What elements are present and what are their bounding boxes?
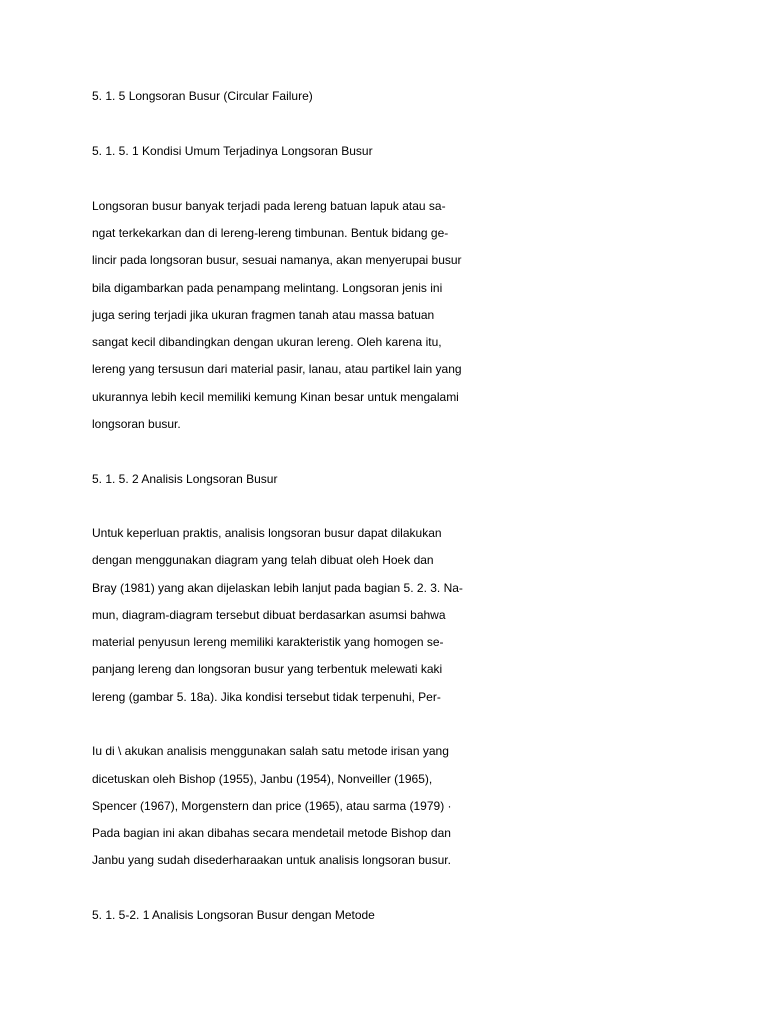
paragraph-line: dengan menggunakan diagram yang telah dibuat oleh Hoek dan [92, 553, 434, 567]
paragraph-line: Pada bagian ini akan dibahas secara mendetail metode Bishop dan [92, 826, 451, 840]
paragraph-line: Spencer (1967), Morgenstern dan price (1965), atau sarma (1979) · [92, 799, 452, 813]
subsection-heading: 5. 1. 5. 2 Analisis Longsoran Busur [92, 472, 278, 486]
paragraph-line: Untuk keperluan praktis, analisis longsoran busur dapat dilakukan [92, 526, 442, 540]
subsection-heading: 5. 1. 5. 1 Kondisi Umum Terjadinya Longsoran Busur [92, 144, 373, 158]
paragraph-line: Iu di \ akukan analisis menggunakan salah satu metode irisan yang [92, 744, 449, 758]
paragraph-line: Longsoran busur banyak terjadi pada lereng batuan lapuk atau sa- [92, 199, 446, 213]
paragraph-line: lereng (gambar 5. 18a). Jika kondisi tersebut tidak terpenuhi, Per- [92, 690, 441, 704]
section-heading: 5. 1. 5 Longsoran Busur (Circular Failure) [92, 89, 313, 103]
paragraph-line: sangat kecil dibandingkan dengan ukuran lereng. Oleh karena itu, [92, 335, 442, 349]
paragraph-line: ngat terkekarkan dan di lereng-lereng timbunan. Bentuk bidang ge- [92, 226, 449, 240]
paragraph-line: material penyusun lereng memiliki karakteristik yang homogen se- [92, 635, 444, 649]
paragraph-line: dicetuskan oleh Bishop (1955), Janbu (1954), Nonveiller (1965), [92, 772, 433, 786]
paragraph-line: ukurannya lebih kecil memiliki kemung Kinan besar untuk mengalami [92, 390, 459, 404]
paragraph-line: longsoran busur. [92, 417, 181, 431]
paragraph-line: Bray (1981) yang akan dijelaskan lebih lanjut pada bagian 5. 2. 3. Na- [92, 581, 463, 595]
paragraph-line: juga sering terjadi jika ukuran fragmen tanah atau massa batuan [92, 308, 435, 322]
paragraph-line: bila digambarkan pada penampang melintang. Longsoran jenis ini [92, 281, 443, 295]
subsection-heading: 5. 1. 5-2. 1 Analisis Longsoran Busur dengan Metode [92, 908, 375, 922]
paragraph-line: Janbu yang sudah disederharaakan untuk analisis longsoran busur. [92, 853, 451, 867]
paragraph-line: lincir pada longsoran busur, sesuai namanya, akan menyerupai busur [92, 253, 462, 267]
paragraph-line: lereng yang tersusun dari material pasir, lanau, atau partikel lain yang [92, 362, 462, 376]
paragraph-line: panjang lereng dan longsoran busur yang terbentuk melewati kaki [92, 662, 443, 676]
paragraph-line: mun, diagram-diagram tersebut dibuat berdasarkan asumsi bahwa [92, 608, 446, 622]
